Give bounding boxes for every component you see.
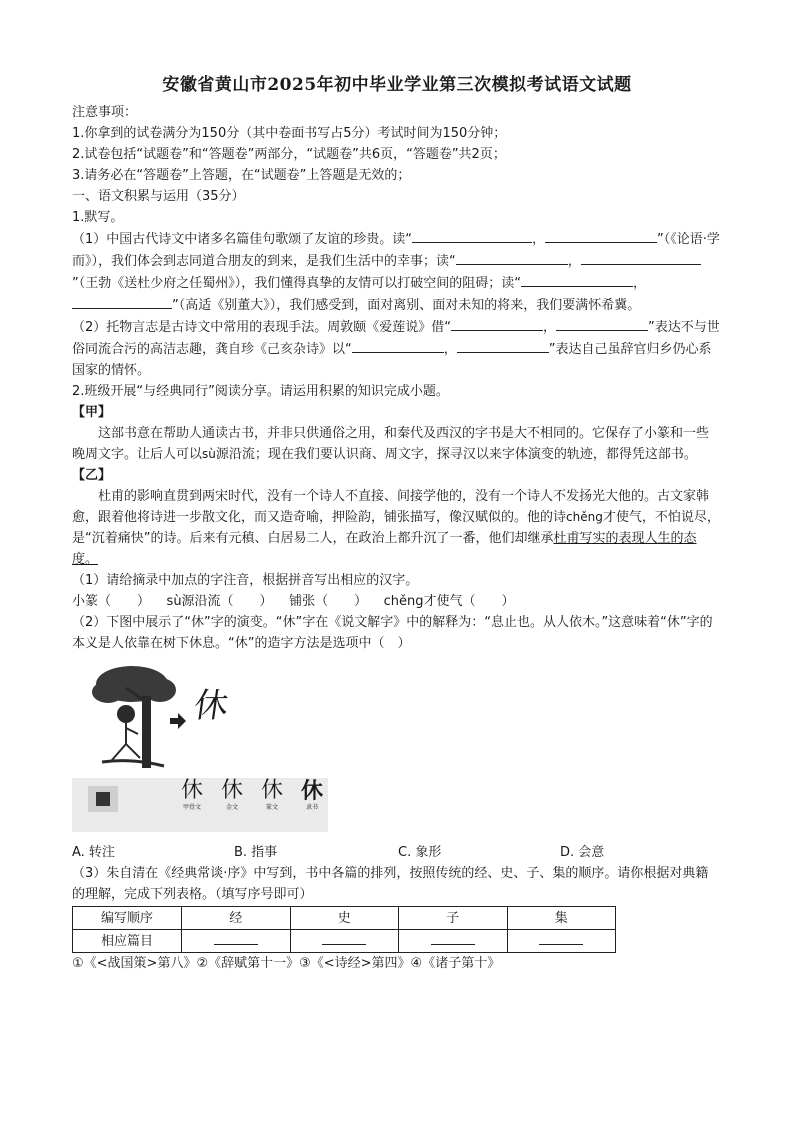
question-1-part-2: （2）托物言志是古诗文中常用的表现手法。周敦颐《爱莲说》借“ ， ”表达不与世俗同流合污的高洁志趣，龚自珍《己亥杂诗》以“ ， ”表达自己虽辞官归乡仍心系国家的情怀。 <box>72 316 720 381</box>
answer-blank[interactable] <box>431 931 475 945</box>
passage-yi: 杜甫的影响直贯到两宋时代，没有一个诗人不直接、间接学他的，没有一个诗人不发扬光大他的。古文家韩愈，跟着他将诗进一步散文化，而又造奇喻，押险韵，铺张描写，像汉赋似的。他的诗chěng才使气，不怕说尽，是“沉着痛快”的诗。后来有元稹、白居易二人，在政治上都升沉了一番，他们却继承杜甫写实的表现人生的态度。 <box>72 489 720 567</box>
glyph-clerical: 休 隶书 <box>300 778 323 811</box>
answer-blank[interactable] <box>521 272 633 287</box>
option-b[interactable]: B. 指事 <box>234 845 278 860</box>
sub-question-2: （2）下图中展示了“休”字的演变。“休”字在《说文解字》中的解释为：“息止也。从人依木。”这意味着“休”字的本义是人依靠在树下休息。“休”的造字方法是选项中（ ） <box>72 615 713 651</box>
answer-blank[interactable] <box>545 228 657 243</box>
answer-blank[interactable] <box>322 931 366 945</box>
person-icon <box>102 706 164 766</box>
sub-question-3: （3）朱自清在《经典常谈·序》中写到，书中各篇的排列，按照传统的经、史、子、集的顺序。请你根据对典籍的理解，完成下列表格。（填写序号即可） <box>72 866 709 902</box>
answer-blank[interactable] <box>581 250 701 265</box>
notice-item: 2.试卷包括“试题卷”和“答题卷”两部分，“试题卷”共6页，“答题卷”共2页； <box>72 147 506 162</box>
answer-blank[interactable] <box>456 250 568 265</box>
glyph-seal: 休 篆文 <box>260 778 283 811</box>
notice-heading: 注意事项： <box>72 105 138 120</box>
option-d[interactable]: D. 会意 <box>560 845 605 860</box>
arrow-icon <box>170 713 186 729</box>
question-1-part-1: （1）中国古代诗文中诸多名篇佳句歌颂了友谊的珍贵。读“ ， ”（《论语·学而》），我们体会到志同道合朋友的到来，是我们生活中的幸事；读“ ，”（王勃《送杜少府之任蜀州》），我们懂得真挚的友情可以打破空间的阻碍；读“ ，”（高适《别董大》），我们感受到，面对离别、面对未知的将来，我们要满怀希冀。 <box>72 228 720 316</box>
options-row <box>72 842 720 863</box>
glyph-oracle: 休 甲骨文 <box>180 778 203 811</box>
answer-blank[interactable] <box>556 316 648 331</box>
sub-question-1-items: 小篆（ ） sù源沿流（ ） 铺张（ ） chěng才使气（ ） <box>72 594 515 609</box>
notice-item: 1.你拿到的试卷满分为150分（其中卷面书写占5分）考试时间为150分钟； <box>72 126 507 141</box>
passage-yi-tag: 【乙】 <box>72 468 112 483</box>
glyph-bronze: 休 金文 <box>220 778 243 811</box>
question-2-label: 2.班级开展“与经典同行”阅读分享。请运用积累的知识完成小题。 <box>72 384 449 399</box>
answer-blank[interactable] <box>457 338 549 353</box>
glyph-row <box>172 778 332 832</box>
answer-blank[interactable] <box>72 294 172 309</box>
oracle-glyph: 休 <box>191 686 231 726</box>
section-heading: 一、语文积累与运用（35分） <box>72 189 245 204</box>
table-header-row: 编写顺序 经 史 子 集 <box>73 907 616 930</box>
question-1-label: 1.默写。 <box>72 210 124 225</box>
answer-blank[interactable] <box>214 931 258 945</box>
option-a[interactable]: A. 转注 <box>72 845 115 860</box>
character-evolution-figure <box>72 662 332 838</box>
answer-blank[interactable] <box>352 338 444 353</box>
answer-blank[interactable] <box>412 228 532 243</box>
answer-blank[interactable] <box>451 316 543 331</box>
answer-blank[interactable] <box>539 931 583 945</box>
classics-table <box>72 906 616 953</box>
notice-item: 3.请务必在“答题卷”上答题，在“试题卷”上答题是无效的； <box>72 168 411 183</box>
reference-options: ①《<战国策>第八》②《辞赋第十一》③《<诗经>第四》④《诸子第十》 <box>72 956 501 971</box>
exam-title: 安徽省黄山市2025年初中毕业学业第三次模拟考试语文试题 <box>162 75 632 95</box>
table-row: 相应篇目 <box>73 930 616 953</box>
passage-jia: 这部书意在帮助人通读古书，并非只供通俗之用，和秦代及西汉的字书是大不相同的。它保存了小篆和一些晚周文字。让后人可以sù源沿流；现在我们要认识商、周文字，探寻汉以来字体演变的轨迹，都得凭这部书。 <box>72 426 710 462</box>
exam-content <box>72 102 720 974</box>
passage-jia-tag: 【甲】 <box>72 405 112 420</box>
sub-question-1: （1）请给摘录中加点的字注音，根据拼音写出相应的汉字。 <box>72 573 419 588</box>
option-c[interactable]: C. 象形 <box>398 845 442 860</box>
